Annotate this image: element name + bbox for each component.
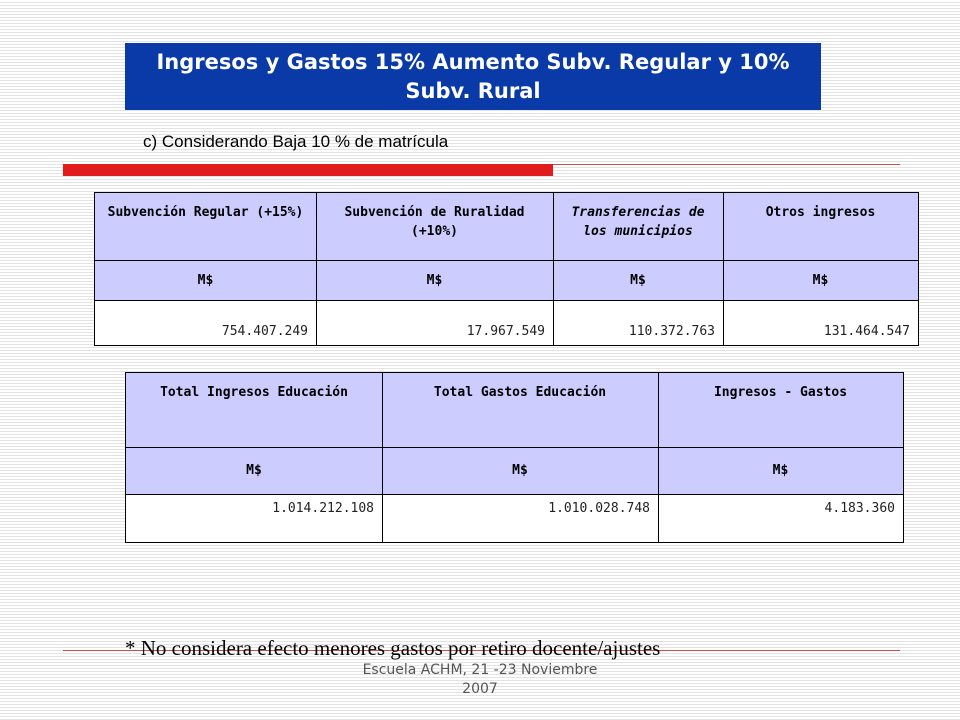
income-table-unit-2: M$ bbox=[316, 260, 553, 300]
income-table-header-1: Subvención Regular (+15%) bbox=[95, 193, 316, 260]
footer-event-name: Escuela ACHM, 21 -23 Noviembre bbox=[362, 662, 598, 678]
summary-table-unit-3: M$ bbox=[658, 447, 903, 494]
income-table-divider bbox=[723, 193, 724, 345]
summary-table-unit-1: M$ bbox=[126, 447, 382, 494]
slide-title bbox=[125, 43, 821, 110]
summary-table-rule bbox=[126, 447, 903, 448]
income-table-unit-3: M$ bbox=[553, 260, 723, 300]
summary-table-unit-2: M$ bbox=[382, 447, 658, 494]
income-table-value-1: 754.407.249 bbox=[95, 300, 316, 345]
income-table-unit-4: M$ bbox=[723, 260, 918, 300]
footer-event bbox=[340, 661, 620, 699]
summary-table-header-3: Ingresos - Gastos bbox=[658, 373, 903, 447]
income-table-divider bbox=[553, 193, 554, 345]
footnote: * No considera efecto menores gastos por retiro docente/ajustes bbox=[125, 636, 661, 660]
income-table bbox=[94, 192, 919, 346]
summary-table-value-2: 1.010.028.748 bbox=[382, 494, 658, 522]
income-table-header-3: Transferencias de los municipios bbox=[553, 193, 723, 260]
summary-table-value-3: 4.183.360 bbox=[658, 494, 903, 522]
slide-title-text: Ingresos y Gastos 15% Aumento Subv. Regular y 10% Subv. Rural bbox=[156, 49, 790, 103]
summary-table-header-1: Total Ingresos Educación bbox=[126, 373, 382, 447]
income-table-unit-1: M$ bbox=[95, 260, 316, 300]
summary-table-empty-cell bbox=[126, 522, 382, 542]
summary-table-empty-cell bbox=[382, 522, 658, 542]
income-table-divider bbox=[316, 193, 317, 345]
income-table-header-2: Subvención de Ruralidad (+10%) bbox=[316, 193, 553, 260]
income-table-value-2: 17.967.549 bbox=[316, 300, 553, 345]
summary-table-divider bbox=[382, 373, 383, 542]
red-accent-line bbox=[553, 164, 900, 165]
income-table-rule bbox=[95, 260, 918, 261]
red-accent-bar bbox=[63, 164, 553, 176]
summary-table-value-1: 1.014.212.108 bbox=[126, 494, 382, 522]
income-table-rule bbox=[95, 300, 918, 301]
summary-table-divider bbox=[658, 373, 659, 542]
summary-table bbox=[125, 372, 904, 543]
slide-subtitle: c) Considerando Baja 10 % de matrícula bbox=[143, 132, 449, 151]
income-table-value-3: 110.372.763 bbox=[553, 300, 723, 345]
income-table-value-4: 131.464.547 bbox=[723, 300, 918, 345]
income-table-header-4: Otros ingresos bbox=[723, 193, 918, 260]
summary-table-header-2: Total Gastos Educación bbox=[382, 373, 658, 447]
summary-table-rule bbox=[126, 494, 903, 495]
footer-event-year: 2007 bbox=[462, 681, 498, 697]
summary-table-empty-cell bbox=[658, 522, 903, 542]
